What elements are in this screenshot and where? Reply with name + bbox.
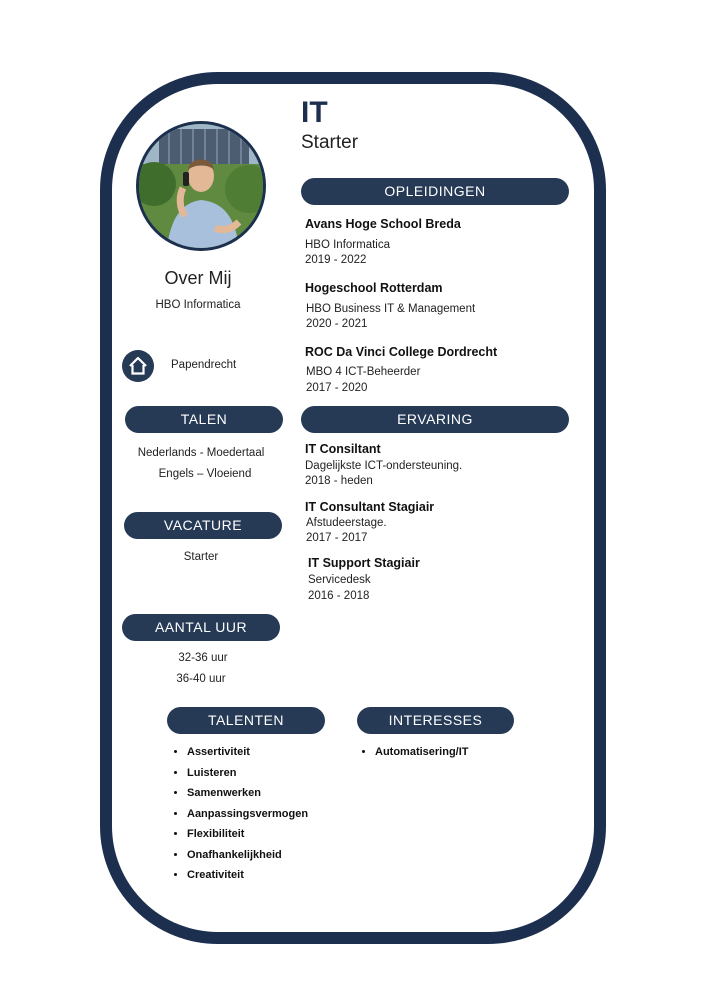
list-item: • Creativiteit	[187, 865, 308, 886]
hours-item: 36-40 uur	[176, 673, 226, 685]
experience-period: 2016 - 2018	[308, 590, 370, 602]
aantal-uur-heading: AANTAL UUR	[122, 614, 280, 641]
list-item: • Automatisering/IT	[375, 742, 469, 763]
education-school: ROC Da Vinci College Dordrecht	[305, 345, 498, 359]
home-icon	[122, 350, 154, 382]
vacancy-item: Starter	[183, 551, 219, 563]
talen-heading: TALEN	[125, 406, 283, 433]
experience-period: 2018 - heden	[305, 475, 373, 487]
education-study: HBO Informatica	[305, 239, 390, 251]
location-text: Papendrecht	[171, 359, 237, 371]
education-study: HBO Business IT & Management	[306, 303, 476, 315]
experience-desc: Servicedesk	[308, 574, 371, 586]
list-item: • Luisteren	[187, 763, 308, 784]
experience-desc: Afstudeerstage.	[306, 517, 387, 529]
list-item: • Samenwerken	[187, 783, 308, 804]
about-heading: Over Mij	[164, 268, 232, 288]
profile-photo	[136, 121, 266, 251]
experience-period: 2017 - 2017	[306, 532, 368, 544]
ervaring-heading: ERVARING	[301, 406, 569, 433]
vacature-heading: VACATURE	[124, 512, 282, 539]
list-item: • Aanpassingsvermogen	[187, 804, 308, 825]
list-item: • Assertiviteit	[187, 742, 308, 763]
hours-item: 32-36 uur	[178, 652, 228, 664]
education-study: MBO 4 ICT-Beheerder	[306, 366, 421, 378]
experience-role: IT Support Stagiair	[308, 556, 420, 570]
interesses-list	[355, 742, 469, 763]
page-subtitle: Starter	[301, 132, 359, 153]
list-item: • Flexibiliteit	[187, 824, 308, 845]
page-title: IT	[301, 96, 328, 129]
language-item: Nederlands - Moedertaal	[137, 447, 265, 459]
education-period: 2020 - 2021	[306, 318, 368, 330]
talenten-heading: TALENTEN	[167, 707, 325, 734]
interesses-heading: INTERESSES	[357, 707, 514, 734]
experience-role: IT Consultant Stagiair	[305, 500, 435, 514]
about-text: HBO Informatica	[155, 299, 241, 311]
experience-role: IT Consiltant	[305, 442, 381, 456]
opleidingen-heading: OPLEIDINGEN	[301, 178, 569, 205]
language-item: Engels – Vloeiend	[158, 468, 252, 480]
experience-desc: Dagelijkste ICT-ondersteuning.	[305, 460, 463, 472]
education-school: Avans Hoge School Breda	[305, 217, 461, 231]
list-item: • Onafhankelijkheid	[187, 845, 308, 866]
education-period: 2017 - 2020	[306, 382, 368, 394]
education-school: Hogeschool Rotterdam	[305, 281, 443, 295]
talenten-list	[167, 742, 308, 886]
education-period: 2019 - 2022	[305, 254, 367, 266]
profile-photo-illustration	[139, 124, 263, 248]
